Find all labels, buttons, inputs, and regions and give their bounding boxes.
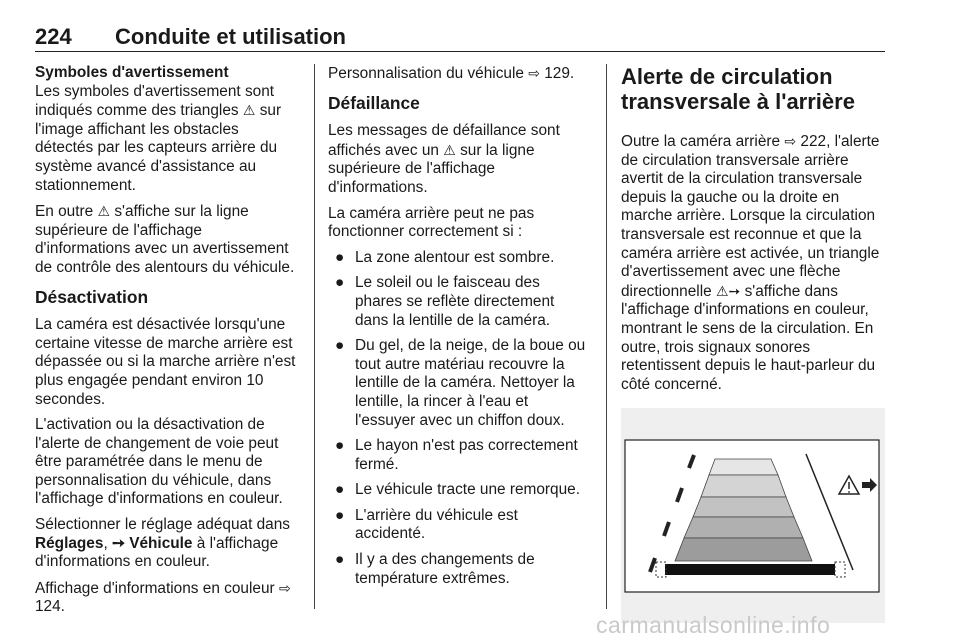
page-ref-arrow-icon: ⇨ bbox=[784, 133, 797, 149]
column-middle bbox=[328, 64, 591, 595]
paragraph: L'activation ou la désactivation de l'alerte de changement de voie peut être paramétrée dans le menu de personnalisation du véhicule, dans l'affichage d'informations en couleur. bbox=[35, 416, 283, 508]
heading-deactivation: Désactivation bbox=[35, 286, 149, 307]
menu-vehicle: Véhicule bbox=[129, 534, 193, 552]
bullet: ● bbox=[335, 248, 345, 266]
list-item bbox=[328, 274, 591, 330]
bullet: ● bbox=[335, 481, 345, 499]
warning-triangle-icon: ⚠ bbox=[443, 141, 456, 158]
paragraph: La caméra est désactivée lorsqu'une certaine vitesse de marche arrière est dépassée ou si la marche arrière n'est plus engagée pendant environ 10 secondes. bbox=[35, 316, 296, 408]
heading-warning-symbols: Symboles d'avertissement bbox=[35, 64, 229, 81]
list-text: Le véhicule tracte une remorque. bbox=[355, 481, 581, 499]
bullet: ● bbox=[335, 337, 345, 355]
warning-arrow-icon: ⚠ bbox=[715, 282, 729, 299]
text: à l'affichage d'informations en couleur. bbox=[35, 534, 279, 571]
paragraph bbox=[328, 122, 591, 197]
list-text: L'arrière du véhicule est accidenté. bbox=[355, 506, 518, 543]
list-item bbox=[328, 551, 591, 588]
list-item bbox=[328, 337, 591, 430]
list-text: La zone alentour est sombre. bbox=[355, 248, 555, 266]
text: s'affiche sur la ligne supérieure de l'affichage d'informations avec un avertissement de contrôle des alentours du véhicule. bbox=[35, 203, 295, 276]
list-item bbox=[328, 481, 591, 500]
paragraph bbox=[35, 202, 298, 277]
bullet: ● bbox=[335, 437, 345, 455]
page-ref-arrow-icon: ⇨ bbox=[528, 65, 540, 81]
bullet: ● bbox=[335, 551, 345, 569]
list-item bbox=[328, 249, 591, 268]
paragraph bbox=[621, 132, 885, 394]
text: 222, l'alerte de circulation transversale arrière avertit de la circulation transversale depuis la gauche ou la droite en marche arrière. Lorsque la circulation transversale est reconnue et que la caméra arrière est activée, un triangle d'avertissement avec une flèche directionnelle bbox=[621, 133, 880, 300]
page-ref[interactable]: 129. bbox=[544, 65, 575, 82]
heading-failure: Défaillance bbox=[328, 92, 420, 113]
text: sur la ligne supérieure de l'affichage d'informations. bbox=[328, 141, 535, 196]
camera-view-svg bbox=[621, 408, 885, 623]
warning-triangle-icon: ⚠ bbox=[242, 102, 256, 119]
direction-arrow-icon: ➙ bbox=[728, 282, 741, 299]
list-text: Le hayon n'est pas correctement fermé. bbox=[355, 437, 578, 473]
bullet: ● bbox=[335, 274, 345, 292]
text: Les symboles d'avertissement sont indiqués comme des triangles bbox=[35, 82, 275, 120]
column-divider bbox=[606, 64, 607, 609]
list-text: Le soleil ou le faisceau des phares se reflète directement dans la lentille de la caméra. bbox=[355, 274, 555, 329]
paragraph: Sélectionner le réglage adéquat dans Réglages, ➙ Véhicule à l'affichage d'informations en couleur. bbox=[35, 516, 290, 571]
page-header bbox=[35, 20, 885, 50]
paragraph bbox=[35, 83, 298, 196]
column-right bbox=[621, 64, 885, 623]
text: En outre bbox=[35, 203, 94, 221]
page-number: 224 bbox=[35, 24, 72, 49]
text: sur l'image affichant les obstacles détectés par les capteurs arrière du système avancé d'assistance au stationnement. bbox=[35, 102, 282, 194]
list-text: Il y a des changements de température extrêmes. bbox=[355, 551, 535, 587]
paragraph bbox=[35, 579, 298, 617]
paragraph: La caméra arrière peut ne pas fonctionner correctement si : bbox=[328, 204, 535, 241]
failure-list bbox=[328, 249, 591, 589]
text: Outre la caméra arrière bbox=[621, 133, 781, 150]
page-ref[interactable]: 124. bbox=[35, 598, 65, 616]
menu-settings: Réglages bbox=[35, 534, 104, 552]
text: Sélectionner le réglage adéquat dans bbox=[35, 516, 290, 534]
rear-camera-illustration bbox=[621, 408, 885, 623]
list-item bbox=[328, 507, 591, 544]
list-item bbox=[328, 437, 591, 474]
column-left bbox=[35, 64, 298, 624]
warning-triangle-icon: ⚠ bbox=[97, 203, 111, 220]
column-divider bbox=[314, 64, 315, 609]
menu-arrow-icon: ➙ bbox=[112, 534, 125, 552]
text: Personnalisation du véhicule bbox=[328, 65, 524, 82]
heading-cross-traffic-alert: Alerte de circulation transversale à l'arrière bbox=[621, 64, 855, 114]
paragraph bbox=[328, 64, 591, 84]
bullet: ● bbox=[335, 506, 345, 524]
list-text: Du gel, de la neige, de la boue ou tout autre matériau recouvre la lentille de la caméra. Nettoyer la lentille, la rincer à l'eau et l'essuyer avec un chiffon doux. bbox=[355, 337, 586, 429]
page-ref-arrow-icon: ⇨ bbox=[278, 579, 291, 596]
header-rule bbox=[35, 51, 885, 52]
text: Les messages de défaillance sont affichés avec un bbox=[328, 122, 560, 159]
text: Affichage d'informations en couleur bbox=[35, 579, 275, 597]
watermark: carmanualsonline.info bbox=[596, 612, 831, 638]
text: s'affiche dans l'affichage d'informations en couleur, montrant le sens de la circulation. En outre, trois signaux sonores retentissent depuis le haut-parleur du côté concerné. bbox=[621, 282, 876, 393]
page-title: Conduite et utilisation bbox=[115, 24, 346, 49]
